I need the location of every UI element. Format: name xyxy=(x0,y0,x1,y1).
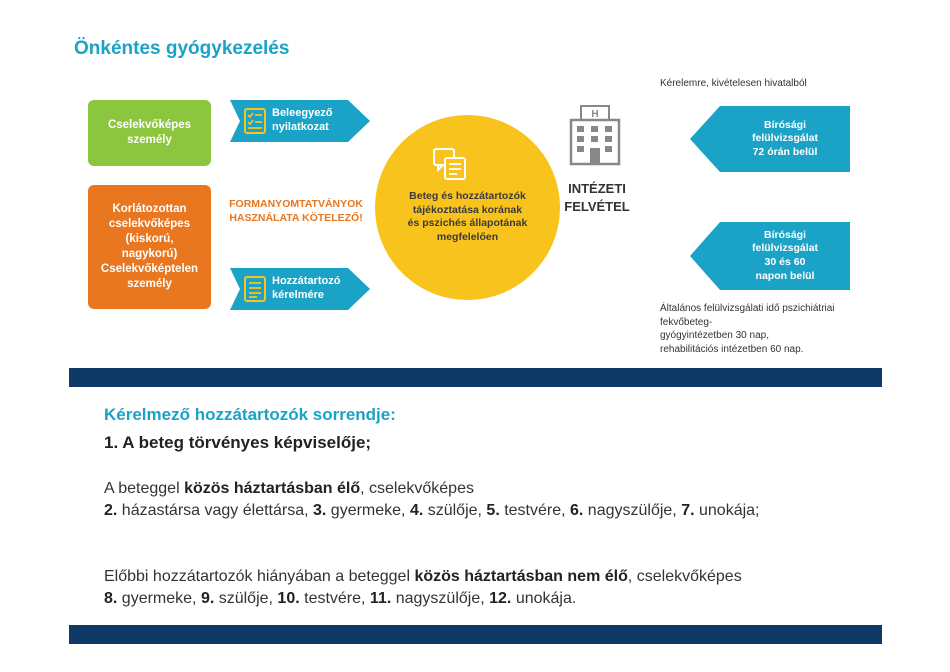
relative-order-number: 6. xyxy=(570,501,584,519)
court-review-72h-label: Bírósági felülvizsgálat 72 órán belül xyxy=(752,118,818,158)
applicant-order-title: Kérelmező hozzátartozók sorrendje: xyxy=(104,405,396,424)
relative-order-number: 3. xyxy=(313,501,327,519)
relative-order-number: 9. xyxy=(200,589,215,607)
relative-order-text: unokája; xyxy=(694,501,760,519)
relative-order-text: nagyszülője, xyxy=(391,589,490,607)
para-1-after: , cselekvőképes xyxy=(360,480,474,497)
chat-document-icon xyxy=(432,146,468,182)
checklist-document-icon xyxy=(244,108,266,134)
divider-band-bottom xyxy=(69,625,882,644)
cohabiting-relatives-paragraph xyxy=(104,478,864,521)
general-review-note: Általános felülvizsgálati idő pszichiátriai fekvőbeteg- gyógyintézetben 30 nap, rehabilitációs intézetben 60 nap. xyxy=(660,303,835,355)
para-2-after: , cselekvőképes xyxy=(627,568,742,585)
para-1-intro: A beteggel xyxy=(104,480,185,497)
relative-order-text: szülője, xyxy=(423,501,487,519)
limited-capacity-person-box: Korlátozottan cselekvőképes (kiskorú, nagykorú) Cselekvőképtelen személy xyxy=(88,185,211,309)
relative-order-number: 7. xyxy=(681,501,695,519)
forms-mandatory-notice: FORMANYOMTATVÁNYOK HASZNÁLATA KÖTELEZŐ! xyxy=(229,198,363,224)
consent-declaration-arrow xyxy=(230,100,370,142)
relative-order-number: 10. xyxy=(277,589,300,607)
relative-request-arrow xyxy=(230,268,370,310)
relative-order-text: gyermeke, xyxy=(326,501,410,519)
svg-text:H: H xyxy=(591,109,599,120)
information-circle-text: Beteg és hozzátartozók tájékoztatása korának és pszichés állapotának megfelelően xyxy=(407,190,528,243)
relative-order-number: 2. xyxy=(104,501,118,519)
relative-order-text: házastársa vagy élettársa, xyxy=(117,501,313,519)
para-2-highlight: nem xyxy=(567,568,601,585)
page-title: Önkéntes gyógykezelés xyxy=(74,38,290,59)
capable-person-box: Cselekvőképes személy xyxy=(88,100,211,166)
list-document-icon xyxy=(244,276,266,302)
relative-order-text: gyermeke, xyxy=(117,589,201,607)
para-2-bold-2: élő xyxy=(600,568,628,585)
hospital-icon xyxy=(567,104,623,166)
divider-band-top xyxy=(69,368,882,387)
relative-order-number: 4. xyxy=(409,501,424,519)
request-note: Kérelemre, kivételesen hivatalból xyxy=(660,78,807,89)
court-review-30-60-arrow xyxy=(690,222,850,290)
relative-order-number: 11. xyxy=(369,589,392,607)
relative-order-text: testvére, xyxy=(499,501,571,519)
applicant-order-first: 1. A beteg törvényes képviselője; xyxy=(104,433,372,452)
relative-order-text: testvére, xyxy=(299,589,370,607)
relative-order-number: 12. xyxy=(489,589,512,607)
relative-order-number: 8. xyxy=(104,589,118,607)
para-1-bold: közös háztartásban élő xyxy=(184,480,361,497)
para-2-items xyxy=(104,590,576,607)
para-1-items xyxy=(104,502,759,519)
relative-order-text: unokája. xyxy=(511,589,577,607)
consent-declaration-label: Beleegyező nyilatkozat xyxy=(272,107,333,133)
court-review-30-60-label: Bírósági felülvizsgálat 30 és 60 napon belül xyxy=(752,228,818,282)
para-2-bold-1: közös háztartásban xyxy=(414,568,568,585)
institutional-admission-label: INTÉZETI FELVÉTEL xyxy=(564,181,630,214)
relative-order-number: 5. xyxy=(486,501,500,519)
relative-order-text: nagyszülője, xyxy=(583,501,682,519)
para-2-intro: Előbbi hozzátartozók hiányában a beteggel xyxy=(104,568,415,585)
relative-order-text: szülője, xyxy=(214,589,278,607)
relative-request-label: Hozzátartozó kérelmére xyxy=(272,275,341,301)
non-cohabiting-relatives-paragraph xyxy=(104,566,864,609)
court-review-72h-arrow xyxy=(690,106,850,172)
